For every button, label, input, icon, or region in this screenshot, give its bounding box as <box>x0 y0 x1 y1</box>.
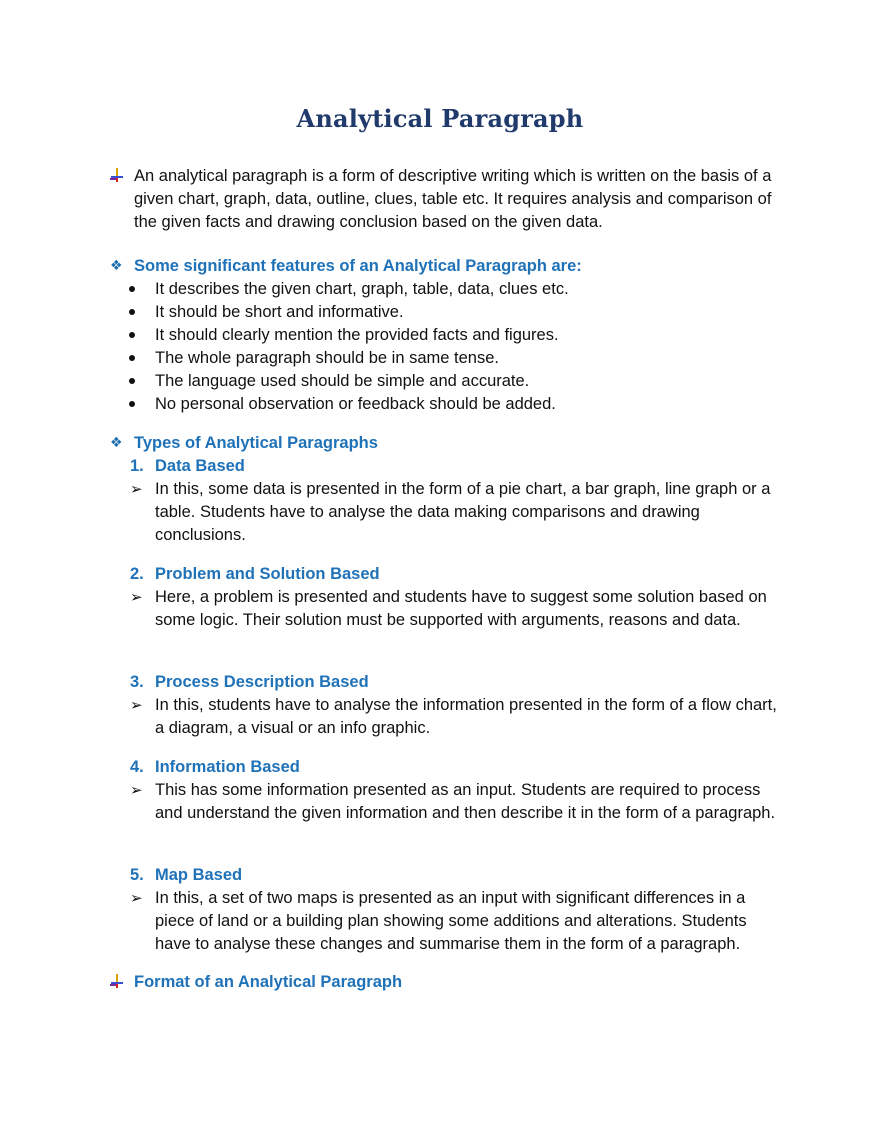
type-title: Information Based <box>155 758 300 776</box>
type-description: This has some information presented as an input. Students are required to process and understand the given information and then describe it in the form of a paragraph. <box>155 781 776 822</box>
intro-paragraph: An analytical paragraph is a form of descriptive writing which is written on the basis of a given chart, graph, data, outline, clues, table etc. It requires analysis and comparison of the given facts and drawing conclusion based on the given data. <box>134 167 772 231</box>
arrow-bullet-icon: ➢ <box>130 781 143 799</box>
pushpin-bullet-icon <box>110 974 124 988</box>
arrow-bullet-icon: ➢ <box>130 480 143 498</box>
list-item: No personal observation or feedback should be added. <box>155 395 556 413</box>
list-item: The whole paragraph should be in same tense. <box>155 349 499 367</box>
type-number: 3. <box>130 673 144 691</box>
type-description: In this, a set of two maps is presented as an input with significant differences in a piece of land or a building plan showing some additions and alterations. Students have to analyse these changes and summarise them in the form of a paragraph. <box>155 889 747 953</box>
list-item: The language used should be simple and accurate. <box>155 372 530 390</box>
type-description: In this, students have to analyse the information presented in the form of a flow chart, a diagram, a visual or an info graphic. <box>155 696 777 737</box>
type-number: 1. <box>130 457 144 475</box>
bullet-dot-icon <box>129 401 135 407</box>
format-heading: Format of an Analytical Paragraph <box>134 973 403 991</box>
type-description: In this, some data is presented in the form of a pie chart, a bar graph, line graph or a table. Students have to analyse the data making comparisons and drawing conclusions. <box>155 480 771 544</box>
bullet-dot-icon <box>129 378 135 384</box>
type-title: Problem and Solution Based <box>155 565 380 583</box>
types-heading: Types of Analytical Paragraphs <box>134 434 378 452</box>
arrow-bullet-icon: ➢ <box>130 889 143 907</box>
bullet-dot-icon <box>129 309 135 315</box>
list-item: It describes the given chart, graph, table, data, clues etc. <box>155 280 569 298</box>
type-description: Here, a problem is presented and students have to suggest some solution based on some logic. Their solution must be supported with arguments, reasons and data. <box>155 588 767 629</box>
type-title: Map Based <box>155 866 243 884</box>
type-number: 5. <box>130 866 144 884</box>
arrow-bullet-icon: ➢ <box>130 588 143 606</box>
type-number: 2. <box>130 565 144 583</box>
page-title: Analytical Paragraph <box>296 104 584 133</box>
bullet-dot-icon <box>129 355 135 361</box>
pushpin-bullet-icon <box>110 168 124 182</box>
list-item: It should be short and informative. <box>155 303 404 321</box>
diamond-bullet-icon: ❖ <box>110 435 123 451</box>
bullet-dot-icon <box>129 286 135 292</box>
arrow-bullet-icon: ➢ <box>130 696 143 714</box>
features-heading: Some significant features of an Analytical Paragraph are: <box>134 257 582 275</box>
list-item: It should clearly mention the provided facts and figures. <box>155 326 559 344</box>
type-title: Data Based <box>155 457 245 475</box>
type-number: 4. <box>130 758 144 776</box>
type-title: Process Description Based <box>155 673 369 691</box>
bullet-dot-icon <box>129 332 135 338</box>
diamond-bullet-icon: ❖ <box>110 258 123 274</box>
